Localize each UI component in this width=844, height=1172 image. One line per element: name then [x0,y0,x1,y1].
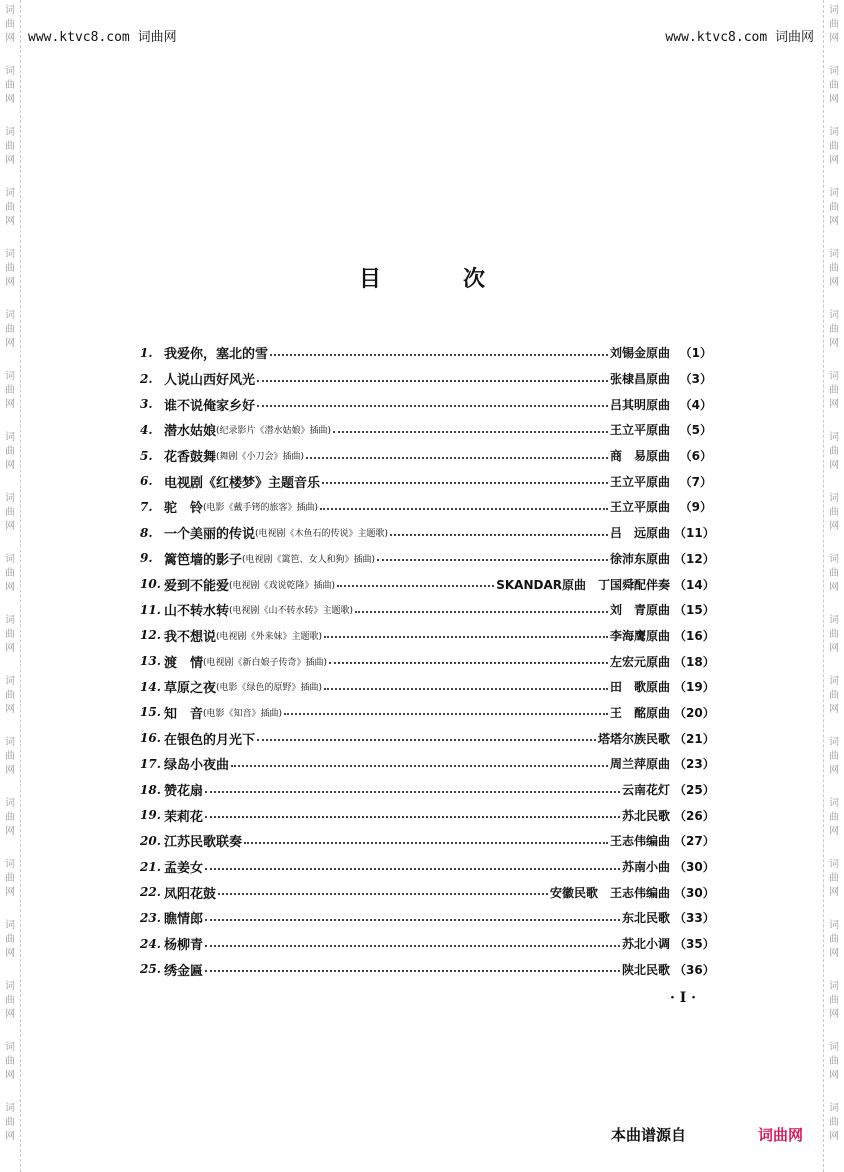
toc-entry[interactable] [140,751,715,777]
watermark-char: 网 [829,704,839,715]
entry-note: (舞剧《小刀会》插曲) [216,452,305,463]
watermark-char: 词 [5,798,15,809]
toc-entry[interactable] [140,931,715,957]
leader-dots [284,699,608,715]
leader-dots [205,956,620,972]
watermark-char: 网 [5,277,15,288]
site-watermark-right[interactable]: www.ktvc8.com 词曲网 [665,30,814,45]
leader-dots [257,391,608,407]
watermark-char: 词 [829,66,839,77]
watermark-char: 网 [829,94,839,105]
entry-page: （23） [674,757,715,772]
watermark-char: 词 [5,127,15,138]
watermark-char: 词 [829,1042,839,1053]
entry-note: (电视剧《戏说乾隆》插曲) [229,580,336,591]
watermark-char: 曲 [5,19,15,30]
entry-page: （20） [674,705,715,720]
leader-dots [257,725,596,741]
entry-author: 东北民歌 [621,911,670,926]
entry-note: (电影《知音》插曲) [203,708,283,719]
watermark-char: 网 [5,399,15,410]
watermark-char: 曲 [5,690,15,701]
entry-author: 王志伟编曲 [609,834,670,849]
entry-title: 篱笆墙的影子 [164,552,243,568]
toc-entry[interactable] [140,340,712,366]
entry-title: 茉莉花 [164,809,204,825]
entry-note: (电视剧《篱笆、女人和狗》插曲) [242,554,376,565]
entry-number: 20. [140,833,161,848]
entry-author: 李海鹰原曲 [609,628,670,643]
watermark-char: 词 [5,432,15,443]
watermark-char: 曲 [5,80,15,91]
watermark-char: 词 [5,66,15,77]
toc-entry[interactable] [140,468,712,494]
toc-entry[interactable] [140,417,712,443]
entry-number: 10. [140,577,161,592]
entry-author: 安徽民歌 王志伟编曲 [549,885,670,900]
watermark-char: 曲 [829,995,839,1006]
leader-dots [257,366,608,382]
entry-title: 电视剧《红楼梦》主题音乐 [164,475,321,491]
watermark-char: 词 [5,554,15,565]
page-number: · I · [670,990,697,1006]
watermark-char: 网 [5,521,15,532]
entry-title: 草原之夜 [164,681,217,697]
watermark-char: 词 [5,249,15,260]
watermark-char: 曲 [5,568,15,579]
entry-title: 一个美丽的传说 [164,527,256,543]
toc-entry[interactable] [140,623,715,649]
watermark-char: 曲 [829,324,839,335]
entry-page: （18） [674,654,715,669]
entry-title: 驼 铃 [164,501,204,517]
watermark-char: 网 [5,948,15,959]
entry-author: 王立平原曲 [609,474,670,489]
watermark-char: 词 [829,920,839,931]
entry-author: 王立平原曲 [609,423,670,438]
watermark-char: 网 [829,399,839,410]
watermark-char: 曲 [829,751,839,762]
watermark-char: 词 [829,249,839,260]
toc-entry[interactable] [140,391,712,417]
entry-author: SKANDAR原曲 丁国舜配伴奏 [496,577,670,592]
watermark-char: 词 [5,310,15,321]
toc-entry[interactable] [140,674,715,700]
entry-note: (电影《戴手铐的旅客》插曲) [203,503,319,514]
entry-number: 22. [140,885,161,900]
entry-number: 8. [140,525,153,540]
watermark-char: 曲 [5,507,15,518]
watermark-char: 网 [829,1070,839,1081]
entry-number: 18. [140,782,161,797]
watermark-char: 词 [829,981,839,992]
watermark-char: 词 [829,493,839,504]
site-watermark-left[interactable]: www.ktvc8.com 词曲网 [28,30,177,45]
entry-page: （25） [674,783,715,798]
watermark-char: 网 [829,33,839,44]
entry-author: 苏南小曲 [621,860,670,875]
toc-entry[interactable] [140,597,715,623]
watermark-char: 曲 [5,141,15,152]
entry-number: 25. [140,962,161,977]
entry-note: (电影《绿色的原野》插曲) [216,683,323,694]
entry-title: 知 音 [164,706,204,722]
watermark-char: 网 [5,1009,15,1020]
watermark-char: 曲 [829,263,839,274]
entry-note: (电视剧《山不转水转》主题歌) [229,606,354,617]
entry-number: 6. [140,474,153,489]
watermark-char: 网 [5,216,15,227]
entry-number: 24. [140,936,161,951]
entry-author: 王立平原曲 [609,500,670,515]
watermark-char: 词 [829,859,839,870]
watermark-char: 网 [829,643,839,654]
entry-title: 在银色的月光下 [164,732,256,748]
watermark-char: 网 [5,887,15,898]
leader-dots [320,494,608,510]
entry-page: （16） [674,628,715,643]
entry-title: 潜水姑娘 [164,424,217,440]
entry-number: 7. [140,499,153,514]
leader-dots [270,340,608,356]
watermark-char: 词 [829,737,839,748]
leader-dots [377,545,608,561]
entry-page: （6） [679,449,712,464]
entry-note: (电视剧《外来妹》主题歌) [216,631,323,642]
watermark-char: 网 [5,582,15,593]
watermark-char: 词 [5,5,15,16]
leader-dots [306,443,608,459]
entry-author: 刘锡金原曲 [609,346,670,361]
watermark-char: 网 [829,887,839,898]
toc-entry[interactable] [140,957,715,983]
watermark-char: 网 [5,765,15,776]
entry-author: 张棣昌原曲 [609,372,670,387]
entry-page: （26） [674,808,715,823]
entry-author: 塔塔尔族民歌 [597,731,670,746]
entry-page: （9） [679,500,712,515]
watermark-char: 曲 [5,751,15,762]
toc-entry[interactable] [140,854,715,880]
leader-dots [324,622,608,638]
toc-entry[interactable] [140,546,715,572]
entry-number: 16. [140,731,161,746]
entry-author: 王 酩原曲 [609,705,670,720]
entry-title: 山不转水转 [164,604,230,620]
watermark-char: 词 [5,188,15,199]
watermark-char: 词 [5,981,15,992]
watermark-char: 网 [5,460,15,471]
watermark-char: 曲 [5,1056,15,1067]
leader-dots [337,571,494,587]
leader-dots [205,802,620,818]
title-part-1: 目 [358,267,381,292]
entry-title: 我爱你，塞北的雪 [164,347,269,363]
watermark-char: 网 [829,460,839,471]
watermark-char: 曲 [829,629,839,640]
watermark-char: 网 [5,1070,15,1081]
entry-author: 云南花灯 [621,783,670,798]
watermark-char: 词 [829,798,839,809]
entry-number: 5. [140,448,153,463]
entry-page: （3） [679,372,712,387]
watermark-char: 曲 [829,568,839,579]
entry-title: 花香鼓舞 [164,450,217,466]
watermark-char: 曲 [829,1117,839,1128]
entry-page: （36） [674,962,715,977]
leader-dots [244,828,608,844]
entry-title: 瞧情郎 [164,912,204,928]
watermark-char: 词 [829,554,839,565]
watermark-char: 网 [829,521,839,532]
leader-dots [329,648,608,664]
entry-title: 绣金匾 [164,963,204,979]
entry-page: （7） [679,474,712,489]
watermark-char: 网 [5,155,15,166]
toc-entry[interactable] [140,725,715,751]
toc-entry[interactable] [140,443,712,469]
footer-brand-link[interactable]: 词曲网 [758,1126,804,1144]
title-part-2: 次 [463,267,486,292]
watermark-char: 网 [5,1131,15,1142]
watermark-char: 曲 [829,385,839,396]
entry-author: 苏北小调 [621,937,670,952]
watermark-char: 词 [829,615,839,626]
entry-number: 13. [140,654,161,669]
entry-page: （21） [674,731,715,746]
entry-author: 苏北民歌 [621,808,670,823]
watermark-char: 曲 [5,1117,15,1128]
watermark-char: 曲 [5,385,15,396]
entry-page: （15） [674,603,715,618]
entry-number: 19. [140,808,161,823]
watermark-char: 曲 [829,80,839,91]
watermark-char: 词 [829,432,839,443]
watermark-char: 曲 [829,873,839,884]
watermark-char: 曲 [829,446,839,457]
entry-number: 3. [140,397,153,412]
entry-number: 1. [140,345,153,360]
watermark-char: 词 [829,1103,839,1114]
entry-number: 11. [140,602,161,617]
watermark-char: 网 [829,765,839,776]
entry-title: 我不想说 [164,629,217,645]
entry-page: （14） [674,577,715,592]
watermark-char: 网 [5,338,15,349]
watermark-char: 曲 [5,446,15,457]
watermark-char: 网 [5,826,15,837]
entry-page: （35） [674,937,715,952]
watermark-char: 网 [829,216,839,227]
toc-entry[interactable] [140,366,712,392]
toc-entry[interactable] [140,777,715,803]
entry-page: （27） [674,834,715,849]
watermark-char: 网 [829,155,839,166]
watermark-char: 词 [5,371,15,382]
watermark-char: 曲 [829,202,839,213]
entry-page: （4） [679,397,712,412]
leader-dots [322,468,608,484]
watermark-char: 网 [829,277,839,288]
entry-author: 左宏元原曲 [609,654,670,669]
toc-entry[interactable] [140,828,715,854]
entry-title: 赞花扇 [164,784,204,800]
watermark-char: 曲 [829,1056,839,1067]
watermark-char: 曲 [5,812,15,823]
watermark-char: 网 [829,1009,839,1020]
entry-author: 吕其明原曲 [609,397,670,412]
watermark-char: 曲 [829,141,839,152]
watermark-char: 词 [5,920,15,931]
watermark-char: 曲 [829,19,839,30]
watermark-char: 词 [829,371,839,382]
watermark-char: 网 [829,338,839,349]
watermark-char: 词 [5,859,15,870]
watermark-char: 词 [829,310,839,321]
entry-title: 人说山西好风光 [164,373,256,389]
entry-note: (电视剧《新白娘子传奇》插曲) [203,657,328,668]
entry-number: 17. [140,756,161,771]
toc-entry[interactable] [140,879,715,905]
toc-entry[interactable] [140,802,715,828]
watermark-char: 曲 [5,873,15,884]
watermark-char: 词 [5,1103,15,1114]
entry-page: （1） [679,346,712,361]
toc-entry[interactable] [140,905,715,931]
leader-dots [390,520,608,536]
toc-entry[interactable] [140,571,715,597]
entry-number: 14. [140,679,161,694]
watermark-char: 网 [5,704,15,715]
watermark-char: 曲 [5,934,15,945]
entry-page: （11） [674,526,715,541]
entry-page: （5） [679,423,712,438]
entry-title: 孟姜女 [164,861,204,877]
entry-author: 吕 远原曲 [609,526,670,541]
watermark-char: 曲 [829,934,839,945]
entry-number: 23. [140,910,161,925]
watermark-char: 曲 [5,202,15,213]
toc-entry[interactable] [140,648,715,674]
watermark-char: 网 [5,33,15,44]
leader-dots [333,417,608,433]
entry-title: 凤阳花鼓 [164,886,217,902]
entry-page: （19） [674,680,715,695]
page-title [0,262,844,293]
watermark-char: 网 [5,643,15,654]
watermark-char: 词 [5,615,15,626]
watermark-char: 曲 [5,324,15,335]
entry-page: （30） [674,885,715,900]
entry-note: (电视剧《木鱼石的传说》主题歌) [255,529,389,540]
entry-author: 田 歌原曲 [609,680,670,695]
watermark-char: 词 [5,493,15,504]
entry-page: （33） [674,911,715,926]
watermark-char: 词 [829,5,839,16]
watermark-char: 曲 [829,812,839,823]
entry-number: 21. [140,859,161,874]
leader-dots [205,777,620,793]
left-watermark-strip [0,0,21,1172]
watermark-char: 网 [829,582,839,593]
entry-page: （30） [674,860,715,875]
footer-source-label: 本曲谱源自 [611,1126,687,1144]
toc-entry[interactable] [140,494,712,520]
entry-number: 9. [140,551,153,566]
toc-entry[interactable] [140,700,715,726]
entry-author: 周兰萍原曲 [609,757,670,772]
entry-note: (纪录影片《潜水姑娘》插曲) [216,426,332,437]
entry-author: 陕北民歌 [621,962,670,977]
watermark-char: 词 [829,127,839,138]
entry-author: 徐沛东原曲 [609,551,670,566]
watermark-char: 词 [5,676,15,687]
watermark-char: 词 [5,737,15,748]
watermark-char: 词 [5,1042,15,1053]
leader-dots [205,931,620,947]
entry-number: 4. [140,422,153,437]
watermark-char: 曲 [5,263,15,274]
entry-title: 谁不说俺家乡好 [164,398,256,414]
leader-dots [324,674,608,690]
right-watermark-strip [823,0,844,1172]
leader-dots [231,751,608,767]
leader-dots [355,597,608,613]
entry-number: 12. [140,628,161,643]
entry-title: 绿岛小夜曲 [164,758,230,774]
leader-dots [218,879,548,895]
table-of-contents [140,340,715,982]
watermark-char: 词 [829,676,839,687]
entry-author: 商 易原曲 [609,449,670,464]
watermark-char: 曲 [829,507,839,518]
toc-entry[interactable] [140,520,715,546]
entry-author: 刘 青原曲 [609,603,670,618]
entry-page: （12） [674,551,715,566]
entry-number: 15. [140,705,161,720]
watermark-char: 网 [829,1131,839,1142]
watermark-char: 曲 [5,629,15,640]
entry-title: 江苏民歌联奏 [164,835,243,851]
entry-title: 杨柳青 [164,938,204,954]
leader-dots [205,854,620,870]
watermark-char: 网 [5,94,15,105]
leader-dots [205,905,620,921]
entry-number: 2. [140,371,153,386]
watermark-char: 网 [829,826,839,837]
entry-title: 爱到不能爱 [164,578,230,594]
watermark-char: 词 [829,188,839,199]
watermark-char: 网 [829,948,839,959]
watermark-char: 曲 [829,690,839,701]
watermark-char: 曲 [5,995,15,1006]
entry-title: 渡 情 [164,655,204,671]
